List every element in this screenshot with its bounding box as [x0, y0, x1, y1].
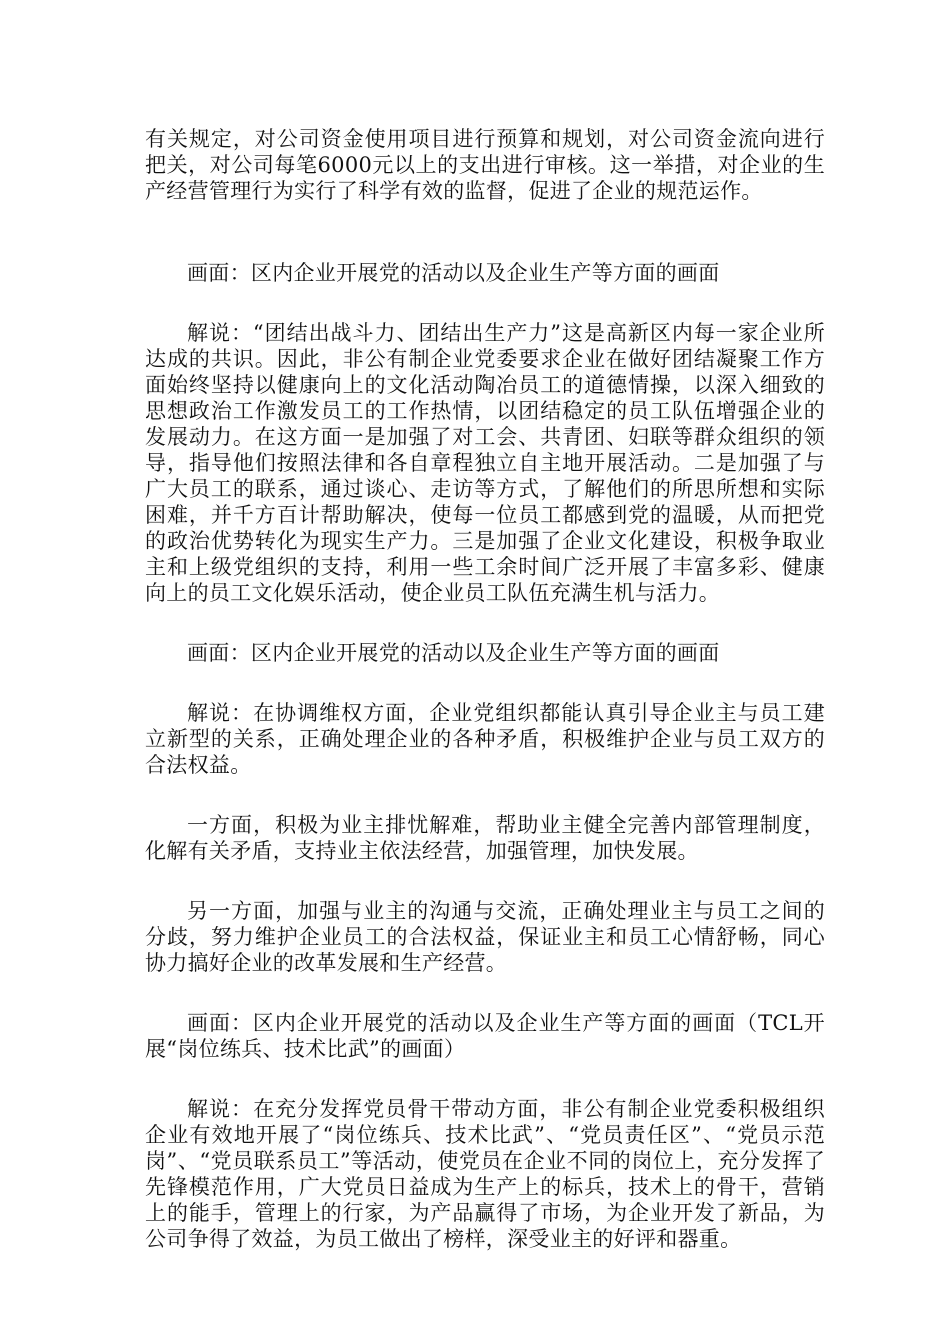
paragraph-continuation: 有关规定，对公司资金使用项目进行预算和规划，对公司资金流向进行把关，对公司每笔6000元以上的支出进行审核。这一举措，对企业的生产经营管理行为实行了科学有效的监督，促进了企业的规范运作。 [145, 127, 825, 203]
narration-1: 解说：“团结出战斗力、团结出生产力”这是高新区内每一家企业所达成的共识。因此，非公有制企业党委要求企业在做好团结凝聚工作方面始终坚持以健康向上的文化活动陶冶员工的道德情操，以深入细致的思想政治工作激发员工的工作热情，以团结稳定的员工队伍增强企业的发展动力。在这方面一是加强了对工会、共青团、妇联等群众组织的领导，指导他们按照法律和各自章程独立自主地开展活动。二是加强了与广大员工的联系，通过谈心、走访等方式，了解他们的所思所想和实际困难，并千方百计帮助解决，使每一位员工都感到党的温暖，从而把党的政治优势转化为现实生产力。三是加强了企业文化建设，积极争取业主和上级党组织的支持，利用一些工余时间广泛开展了丰富多彩、健康向上的员工文化娱乐活动，使企业员工队伍充满生机与活力。 [145, 321, 825, 605]
document-body [145, 126, 825, 1252]
paragraph-one-side: 一方面，积极为业主排忧解难，帮助业主健全完善内部管理制度，化解有关矛盾，支持业主依法经营，加强管理，加快发展。 [145, 813, 825, 863]
scene-note-3: 画面：区内企业开展党的活动以及企业生产等方面的画面（TCL开展“岗位练兵、技术比武”的画面） [145, 1011, 825, 1061]
narration-3: 解说：在充分发挥党员骨干带动方面，非公有制企业党委积极组织企业有效地开展了“岗位练兵、技术比武”、“党员责任区”、“党员示范岗”、“党员联系员工”等活动，使党员在企业不同的岗位上，充分发挥了先锋模范作用，广大党员日益成为生产上的标兵，技术上的骨干，营销上的能手，管理上的行家，为产品赢得了市场，为企业开发了新品，为公司争得了效益，为员工做出了榜样，深受业主的好评和器重。 [145, 1097, 825, 1251]
narration-2: 解说：在协调维权方面，企业党组织都能认真引导企业主与员工建立新型的关系，正确处理企业的各种矛盾，积极维护企业与员工双方的合法权益。 [145, 701, 825, 777]
paragraph-other-side: 另一方面，加强与业主的沟通与交流，正确处理业主与员工之间的分歧，努力维护企业员工的合法权益，保证业主和员工心情舒畅，同心协力搞好企业的改革发展和生产经营。 [145, 899, 825, 975]
scene-note-1: 画面：区内企业开展党的活动以及企业生产等方面的画面 [187, 261, 720, 285]
scene-note-2: 画面：区内企业开展党的活动以及企业生产等方面的画面 [187, 641, 720, 665]
